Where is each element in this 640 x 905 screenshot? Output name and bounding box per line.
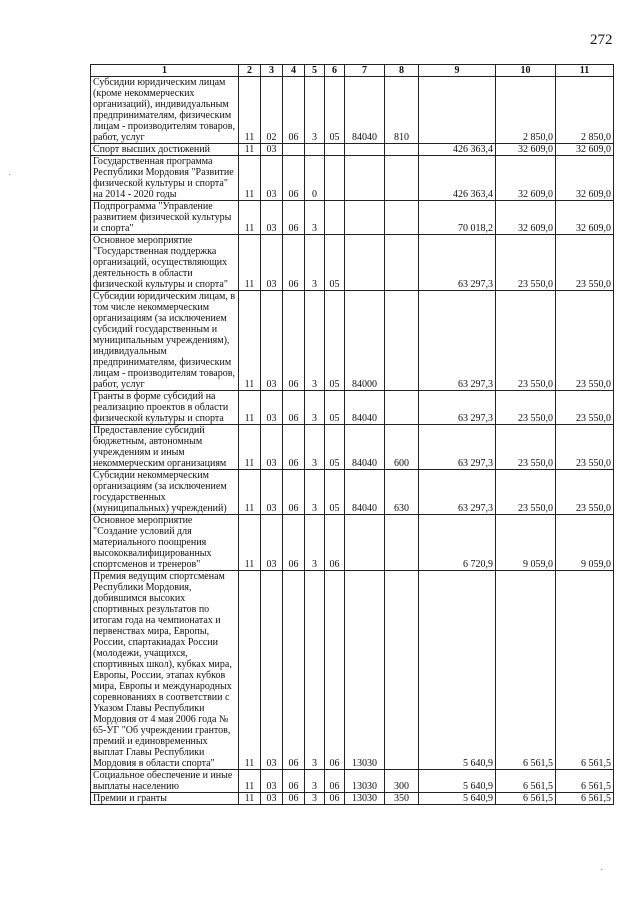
cell-c2: 11 [239, 77, 261, 144]
row-name: Субсидии некоммерческим организациям (за исключением государственных (муниципальных) учреждений) [91, 470, 239, 515]
cell-c4: 06 [283, 770, 305, 793]
cell-c8: 350 [385, 793, 419, 805]
cell-c2: 11 [239, 470, 261, 515]
cell-c2: 11 [239, 515, 261, 571]
table-row [91, 291, 614, 391]
column-header-9: 9 [419, 65, 496, 77]
cell-c11: 23 550,0 [556, 235, 614, 291]
cell-c9: 5 640,9 [419, 793, 496, 805]
row-name: Субсидии юридическим лицам (кроме некоммерческих организаций), индивидуальным предпринимателям, физическим лицам - производителям товаров, работ, услуг [91, 77, 239, 144]
cell-c6: 05 [325, 425, 345, 470]
budget-table [90, 64, 614, 805]
cell-c3: 03 [261, 156, 283, 201]
row-name: Премия ведущим спортсменам Республики Мордовия, добившимся высоких спортивных результатов по итогам года на чемпионатах и первенствах мира, Европы, России, спартакиадах России (молодежи, учащихся, спортивных школ), кубках мира, Европы, России, этапах кубков мира, Европы и международных соревнованиях в соответствии с Указом Главы Республики Мордовия от 4 мая 2006 года № 65-УГ "Об учреждении грантов, премий и единовременных выплат Главы Республики Мордовия в области спорта" [91, 571, 239, 770]
cell-c9 [419, 77, 496, 144]
cell-c3: 03 [261, 571, 283, 770]
scan-mark: · [8, 170, 12, 181]
cell-c5: 3 [305, 470, 325, 515]
cell-c10: 23 550,0 [496, 425, 556, 470]
cell-c6: 06 [325, 770, 345, 793]
cell-c9: 5 640,9 [419, 571, 496, 770]
cell-c6: 05 [325, 391, 345, 425]
row-name: Основное мероприятие "Создание условий для материального поощрения высококвалифицированных спортсменов и тренеров" [91, 515, 239, 571]
column-header-2: 2 [239, 65, 261, 77]
cell-c8 [385, 235, 419, 291]
cell-c10: 6 561,5 [496, 571, 556, 770]
cell-c3: 03 [261, 144, 283, 156]
row-name: Премии и гранты [91, 793, 239, 805]
cell-c5: 3 [305, 391, 325, 425]
cell-c4: 06 [283, 391, 305, 425]
table-row [91, 156, 614, 201]
cell-c9: 63 297,3 [419, 425, 496, 470]
table-row [91, 201, 614, 235]
cell-c5: 3 [305, 425, 325, 470]
column-header-5: 5 [305, 65, 325, 77]
row-name: Субсидии юридическим лицам, в том числе некоммерческим организациям (за исключением субсидий государственным и муниципальным учреждениям), индивидуальным предпринимателям, физическим лицам - производителям товаров, работ, услуг [91, 291, 239, 391]
cell-c4: 06 [283, 235, 305, 291]
cell-c6: 05 [325, 235, 345, 291]
cell-c6 [325, 156, 345, 201]
cell-c7: 84040 [345, 470, 385, 515]
cell-c11: 9 059,0 [556, 515, 614, 571]
cell-c2: 11 [239, 144, 261, 156]
cell-c3: 03 [261, 515, 283, 571]
column-header-3: 3 [261, 65, 283, 77]
cell-c10: 6 561,5 [496, 793, 556, 805]
column-header-7: 7 [345, 65, 385, 77]
table-row [91, 571, 614, 770]
cell-c9: 63 297,3 [419, 291, 496, 391]
table-row [91, 144, 614, 156]
cell-c11: 23 550,0 [556, 391, 614, 425]
cell-c2: 11 [239, 770, 261, 793]
cell-c7: 84000 [345, 291, 385, 391]
cell-c7 [345, 201, 385, 235]
row-name: Подпрограмма "Управление развитием физической культуры и спорта" [91, 201, 239, 235]
cell-c4: 06 [283, 571, 305, 770]
table-row [91, 470, 614, 515]
cell-c6: 05 [325, 470, 345, 515]
cell-c4 [283, 144, 305, 156]
cell-c9: 426 363,4 [419, 156, 496, 201]
cell-c5: 3 [305, 201, 325, 235]
cell-c4: 06 [283, 470, 305, 515]
cell-c8 [385, 391, 419, 425]
cell-c10: 23 550,0 [496, 391, 556, 425]
cell-c7: 84040 [345, 77, 385, 144]
cell-c5: 3 [305, 235, 325, 291]
cell-c7: 13030 [345, 793, 385, 805]
cell-c8 [385, 201, 419, 235]
table-row [91, 77, 614, 144]
cell-c7: 84040 [345, 391, 385, 425]
cell-c4: 06 [283, 291, 305, 391]
header-row [91, 65, 614, 77]
cell-c10: 32 609,0 [496, 144, 556, 156]
cell-c8 [385, 515, 419, 571]
cell-c5: 3 [305, 515, 325, 571]
cell-c11: 6 561,5 [556, 793, 614, 805]
column-header-8: 8 [385, 65, 419, 77]
cell-c9: 63 297,3 [419, 391, 496, 425]
cell-c9: 63 297,3 [419, 235, 496, 291]
cell-c2: 11 [239, 201, 261, 235]
cell-c11: 32 609,0 [556, 201, 614, 235]
cell-c10: 6 561,5 [496, 770, 556, 793]
cell-c6: 05 [325, 77, 345, 144]
column-header-4: 4 [283, 65, 305, 77]
cell-c8: 600 [385, 425, 419, 470]
cell-c4: 06 [283, 77, 305, 144]
cell-c8 [385, 144, 419, 156]
cell-c10: 9 059,0 [496, 515, 556, 571]
cell-c5: 3 [305, 77, 325, 144]
cell-c10: 32 609,0 [496, 156, 556, 201]
cell-c5 [305, 144, 325, 156]
cell-c2: 11 [239, 391, 261, 425]
cell-c2: 11 [239, 571, 261, 770]
cell-c7: 13030 [345, 571, 385, 770]
cell-c11: 23 550,0 [556, 291, 614, 391]
cell-c8 [385, 571, 419, 770]
cell-c11: 6 561,5 [556, 571, 614, 770]
cell-c4: 06 [283, 793, 305, 805]
cell-c4: 06 [283, 425, 305, 470]
cell-c5: 3 [305, 793, 325, 805]
cell-c10: 23 550,0 [496, 470, 556, 515]
cell-c5: 0 [305, 156, 325, 201]
cell-c8: 300 [385, 770, 419, 793]
cell-c5: 3 [305, 571, 325, 770]
cell-c8 [385, 291, 419, 391]
cell-c3: 03 [261, 770, 283, 793]
table-row [91, 770, 614, 793]
cell-c11: 6 561,5 [556, 770, 614, 793]
table-row [91, 235, 614, 291]
row-name: Спорт высших достижений [91, 144, 239, 156]
cell-c8: 630 [385, 470, 419, 515]
cell-c7 [345, 144, 385, 156]
cell-c4: 06 [283, 515, 305, 571]
cell-c4: 06 [283, 201, 305, 235]
cell-c10: 32 609,0 [496, 201, 556, 235]
cell-c2: 11 [239, 156, 261, 201]
row-name: Предоставление субсидий бюджетным, автономным учреждениям и иным некоммерческим организациям [91, 425, 239, 470]
cell-c9: 6 720,9 [419, 515, 496, 571]
table-row [91, 515, 614, 571]
cell-c3: 02 [261, 77, 283, 144]
cell-c11: 2 850,0 [556, 77, 614, 144]
cell-c2: 11 [239, 235, 261, 291]
cell-c3: 03 [261, 391, 283, 425]
cell-c11: 32 609,0 [556, 144, 614, 156]
column-header-6: 6 [325, 65, 345, 77]
cell-c6: 06 [325, 793, 345, 805]
cell-c11: 32 609,0 [556, 156, 614, 201]
cell-c3: 03 [261, 201, 283, 235]
scan-mark: · [600, 865, 604, 876]
cell-c10: 23 550,0 [496, 291, 556, 391]
cell-c10: 2 850,0 [496, 77, 556, 144]
cell-c3: 03 [261, 793, 283, 805]
cell-c3: 03 [261, 425, 283, 470]
cell-c6 [325, 201, 345, 235]
cell-c6 [325, 144, 345, 156]
column-header-11: 11 [556, 65, 614, 77]
cell-c6: 06 [325, 571, 345, 770]
table-row [91, 391, 614, 425]
cell-c3: 03 [261, 235, 283, 291]
cell-c2: 11 [239, 425, 261, 470]
cell-c5: 3 [305, 770, 325, 793]
cell-c7: 84040 [345, 425, 385, 470]
cell-c9: 63 297,3 [419, 470, 496, 515]
row-name: Основное мероприятие "Государственная поддержка организаций, осуществляющих деятельность в области физической культуры и спорта" [91, 235, 239, 291]
cell-c4: 06 [283, 156, 305, 201]
cell-c6: 06 [325, 515, 345, 571]
cell-c9: 70 018,2 [419, 201, 496, 235]
cell-c9: 426 363,4 [419, 144, 496, 156]
cell-c10: 23 550,0 [496, 235, 556, 291]
cell-c5: 3 [305, 291, 325, 391]
page-number: 272 [590, 32, 613, 48]
cell-c7: 13030 [345, 770, 385, 793]
cell-c6: 05 [325, 291, 345, 391]
cell-c9: 5 640,9 [419, 770, 496, 793]
row-name: Государственная программа Республики Мордовия "Развитие физической культуры и спорта" на 2014 - 2020 годы [91, 156, 239, 201]
cell-c2: 11 [239, 291, 261, 391]
cell-c7 [345, 235, 385, 291]
cell-c11: 23 550,0 [556, 470, 614, 515]
row-name: Социальное обеспечение и иные выплаты населению [91, 770, 239, 793]
column-header-1: 1 [91, 65, 239, 77]
cell-c7 [345, 515, 385, 571]
table-row [91, 425, 614, 470]
cell-c11: 23 550,0 [556, 425, 614, 470]
row-name: Гранты в форме субсидий на реализацию проектов в области физической культуры и спорта [91, 391, 239, 425]
table-row [91, 793, 614, 805]
cell-c8 [385, 156, 419, 201]
cell-c8: 810 [385, 77, 419, 144]
cell-c7 [345, 156, 385, 201]
cell-c2: 11 [239, 793, 261, 805]
cell-c3: 03 [261, 470, 283, 515]
cell-c3: 03 [261, 291, 283, 391]
column-header-10: 10 [496, 65, 556, 77]
